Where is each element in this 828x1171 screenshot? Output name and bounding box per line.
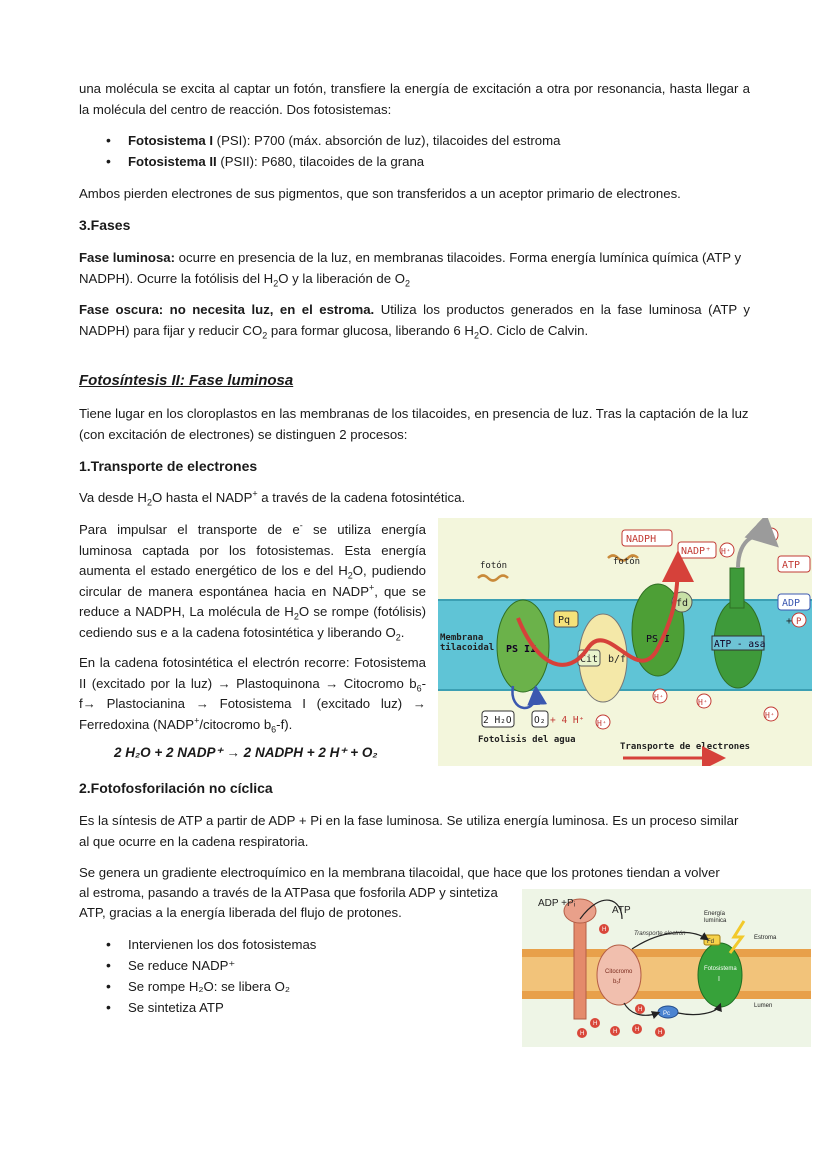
water-label: 2 H₂O xyxy=(483,715,512,726)
electron-transport-diagram xyxy=(438,518,812,766)
cytochrome-b6f xyxy=(597,945,641,1005)
foton-label: fotón xyxy=(480,561,508,571)
fotofos-heading: 2.Fotofosforilación no cíclica xyxy=(79,780,273,796)
transporte-heading: 1.Transporte de electrones xyxy=(79,458,258,474)
nadp-label: NADP⁺ xyxy=(681,546,712,557)
list-item: • Fotosistema II (PSII): P680, tilacoides de la grana xyxy=(106,151,746,172)
list-item: • Se rompe H₂O: se libera O₂ xyxy=(106,976,486,997)
h-label: H xyxy=(658,1030,663,1036)
pc-label: Pc xyxy=(663,1011,671,1017)
h-plus-label: H⁺ xyxy=(765,711,775,720)
h-label: H xyxy=(580,1031,585,1037)
atp-label: ATP xyxy=(782,560,801,571)
fotolisis-label: Fotolisis del agua xyxy=(478,735,576,745)
pq-label: Pq xyxy=(558,615,571,626)
fase-luminosa-paragraph: Fase luminosa: ocurre en presencia de la luz, en membranas tilacoides. Forma energía lumínica química (ATP y NADPH). Ocurre la fotólisis del $H_2O$ y la liberación de $O_2$ xyxy=(79,250,742,289)
reaction-equation: 2 H₂O + 2 NADP⁺ → 2 NADPH + 2 H⁺ + O₂ xyxy=(114,745,378,760)
estroma-label: Estroma xyxy=(754,935,777,941)
fd-label: fd xyxy=(676,598,689,609)
o2-label: O₂ xyxy=(534,715,546,726)
photosystem-i xyxy=(698,943,742,1007)
h-label: H xyxy=(602,927,607,933)
transporte-label: Transporte electrón xyxy=(634,931,686,937)
fotofos-p2b: al estroma, pasando a través de la ATPasa que fosforila ADP y sintetiza xyxy=(79,885,498,900)
plus-label: + xyxy=(786,616,793,627)
adp-label: ADP xyxy=(782,598,801,609)
photophosphorylation-diagram xyxy=(522,889,811,1047)
fd-label: Fd xyxy=(707,939,715,945)
atp-label: ATP xyxy=(612,905,631,916)
fases-heading: 3.Fases xyxy=(79,217,131,233)
nadph-label: NADPH xyxy=(626,534,657,545)
luminica-label: lumínica xyxy=(704,918,727,924)
fotofos-p2a: Se genera un gradiente electroquímico en la membrana tilacoidal, que hace que los protones tiendan a volver xyxy=(79,865,720,880)
atpasa-label: ATP - asa xyxy=(714,639,766,650)
h-label: H xyxy=(613,1029,618,1035)
h-plus-label: H⁺ xyxy=(721,547,731,556)
b6f-label: b₆f xyxy=(613,979,621,985)
fotofos-p1: Es la síntesis de ATP a partir de ADP + Pi en la fase luminosa. Se utiliza energía luminosa. Es un proceso similar al que ocurre en la cadena respiratoria. xyxy=(79,813,739,849)
h-label: H xyxy=(593,1021,598,1027)
citocromo-label: Citocromo xyxy=(605,969,633,975)
four-h-label: + 4 H⁺ xyxy=(550,715,585,726)
p-label: P xyxy=(796,617,802,627)
tilacoidal-label: tilacoidal xyxy=(440,643,495,653)
ps1-label: PS I xyxy=(646,634,671,645)
h-plus-label: H⁺ xyxy=(765,532,775,541)
h-plus-label: H⁺ xyxy=(698,698,708,707)
transporte-desde: Va desde $H_2O$ hasta el NADP+ a través de la cadena fotosintética. xyxy=(79,488,466,508)
atp-synthase xyxy=(574,909,586,1019)
transporte-label: Transporte de electrones xyxy=(620,742,751,752)
one-label: I xyxy=(718,976,720,983)
list-item: • Se reduce NADP⁺ xyxy=(106,955,486,976)
transporte-para: Para impulsar el transporte de e- se utiliza energía luminosa captada por los fotosistemas. Esta energía aumenta el estado energético de los e del $H_2O$, pudiendo circular de manera espontánea hacia en NADP+, que se reduce a NADPH, La molécula de $H_2O$ se rompe (fotólisis) cediendo sus e a la cadena fotosintética y liberando $O_2$. xyxy=(79,520,426,643)
h-plus-label: H⁺ xyxy=(597,719,607,728)
lumen-label: Lumen xyxy=(754,1003,773,1009)
list-item: • Fotosistema I (PSI): P700 (máx. absorción de luz), tilacoides del estroma xyxy=(106,130,746,151)
foton-label: fotón xyxy=(613,557,641,567)
section-title: Fotosíntesis II: Fase luminosa xyxy=(79,372,294,389)
fotofos-p2c: ATP, gracias a la energía liberada del flujo de protones. xyxy=(79,905,402,920)
intro-paragraph: una molécula se excita al captar un fotón, transfiere la energía de excitación a otra por resonancia, hasta llegar a la molécula del centro de reacción. Dos fotosistemas: xyxy=(79,81,750,117)
energia-label: Energía xyxy=(704,911,726,917)
bf-label: b/f xyxy=(608,654,627,665)
fase-oscura-paragraph: Fase oscura: no necesita luz, en el estroma. Utiliza los productos generados en la fase luminosa (ATP y NADPH) para fijar y reducir $CO_2$ para formar glucosa, liberando 6 $H_2O$. Ciclo de Calvin. xyxy=(79,302,750,341)
list-item: • Se sintetiza ATP xyxy=(106,997,486,1018)
cit-label: Cit xyxy=(580,654,599,665)
h-label: H xyxy=(638,1007,643,1013)
adp-label: ADP +Pᵢ xyxy=(538,898,576,909)
h-label: H xyxy=(635,1027,640,1033)
fotosistema-label: Fotosistema xyxy=(704,966,737,972)
ps2-label: PS II xyxy=(506,644,537,655)
photosystem-list xyxy=(106,130,746,172)
h-plus-label: H⁺ xyxy=(654,693,664,702)
cadena-paragraph: En la cadena fotosintética el electrón recorre: Fotosistema II (excitado por la luz) → Plastoquinona → Citocromo $b_6-f\to$ Plastocianina → Fotosistema I (excitado luz) → Ferredoxina (NADP+/citocromo $b_6-f$). xyxy=(79,655,426,735)
section-intro: Tiene lugar en los cloroplastos en las membranas de los tilacoides, en presencia de luz. Tras la captación de la luz (con excitación de electrones) se distinguen 2 procesos: xyxy=(79,406,749,442)
ambos-paragraph: Ambos pierden electrones de sus pigmentos, que son transferidos a un aceptor primario de electrones. xyxy=(79,186,681,201)
fotofos-list xyxy=(106,934,486,1018)
list-item: • Intervienen los dos fotosistemas xyxy=(106,934,486,955)
membrana-label: Membrana xyxy=(440,633,484,643)
